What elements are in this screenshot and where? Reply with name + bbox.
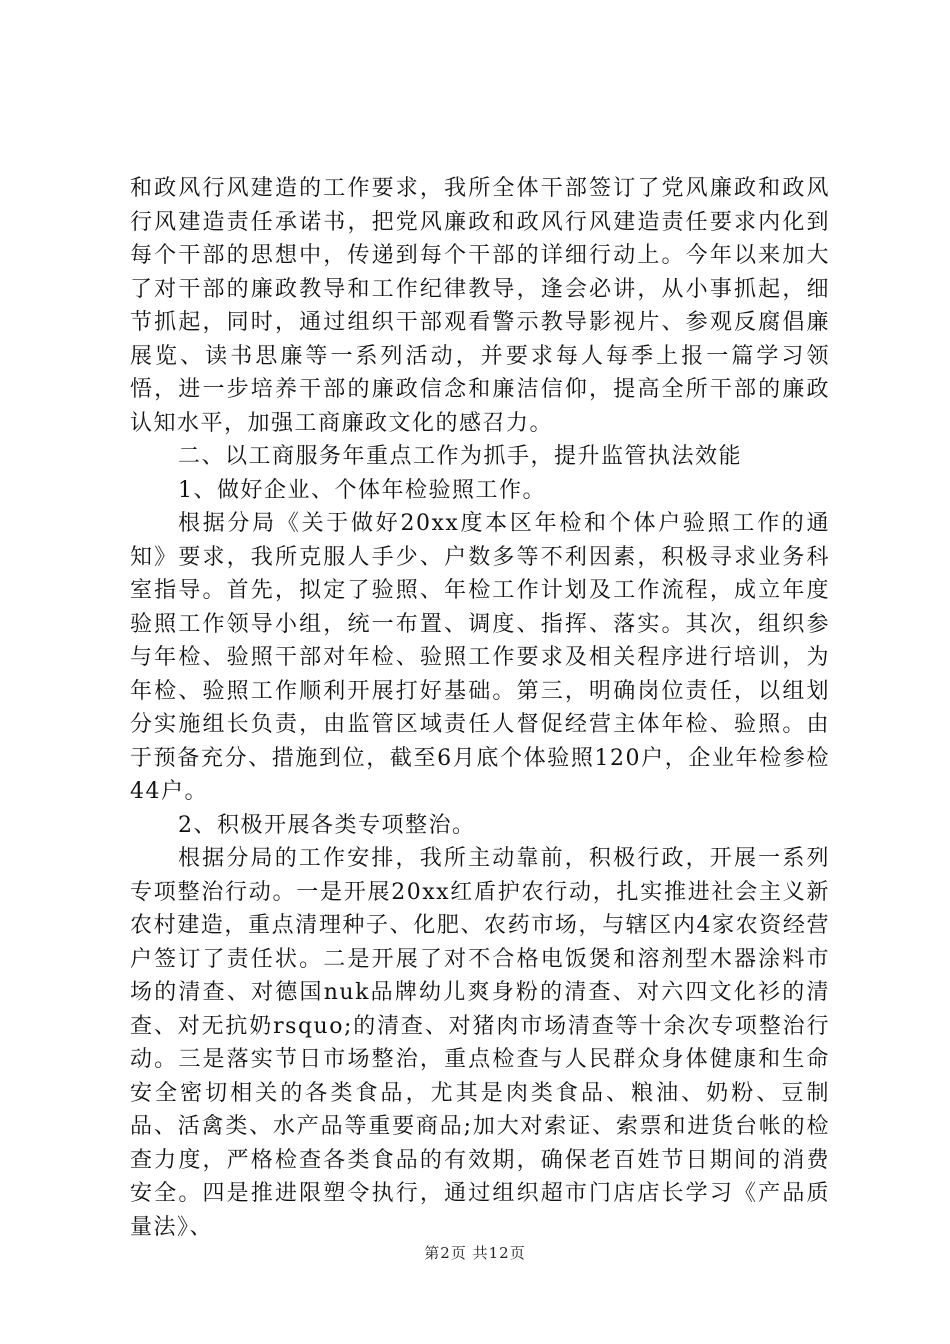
paragraph-continuation: 和政风行风建造的工作要求，我所全体干部签订了党风廉政和政风行风建造责任承诺书，把党风廉政和政风行风建造责任要求内化到每个干部的思想中，传递到每个干部的详细行动上。今年以来加大了对干部的廉政教导和工作纪律教导，逢会必讲，从小事抓起，细节抓起，同时，通过组织干部观看警示教导影视片、参观反腐倡廉展览、读书思廉等一系列活动，并要求每人每季上报一篇学习领悟，进一步培养干部的廉政信念和廉洁信仰，提高全所干部的廉政认知水平，加强工商廉政文化的感召力。 [130,176,830,436]
document-body [130,172,830,1244]
paragraph-special-rectification: 根据分局的工作安排，我所主动靠前，积极行政，开展一系列专项整治行动。一是开展20xx红盾护农行动，扎实推进社会主义新农村建造，重点清理种子、化肥、农药市场，与辖区内4家农资经营户签订了责任状。二是开展了对不合格电饭煲和溶剂型木器涂料市场的清查、对德国nuk品牌幼儿爽身粉的清查、对六四文化衫的清查、对无抗奶rsquo;的清查、对猪肉市场清查等十余次专项整治行动。三是落实节日市场整治，重点检查与人民群众身体健康和生命安全密切相关的各类食品，尤其是肉类食品、粮油、奶粉、豆制品、活禽类、水产品等重要商品;加大对索证、索票和进货台帐的检查力度，严格检查各类食品的有效期，确保老百姓节日期间的消费安全。四是推进限塑令执行，通过组织超市门店店长学习《产品质量法》、 [130,846,830,1240]
subsection-heading: 2、积极开展各类专项整治。 [178,812,476,838]
page-number-footer: 第2页 共12页 [424,1244,526,1262]
paragraph-annual-inspection: 根据分局《关于做好20xx度本区年检和个体户验照工作的通知》要求，我所克服人手少、户数多等不利因素，积极寻求业务科室指导。首先，拟定了验照、年检工作计划及工作流程，成立年度验照工作领导小组，统一布置、调度、指挥、落实。其次，组织参与年检、验照干部对年检、验照工作要求及相关程序进行培训，为年检、验照工作顺利开展打好基础。第三，明确岗位责任，以组划分实施组长负责，由监管区域责任人督促经营主体年检、验照。由于预备充分、措施到位，截至6月底个体验照120户，企业年检参检44户。 [130,511,830,804]
subsection-heading: 1、做好企业、个体年检验照工作。 [178,477,546,503]
section-heading: 二、以工商服务年重点工作为抓手，提升监管执法效能 [178,444,743,469]
